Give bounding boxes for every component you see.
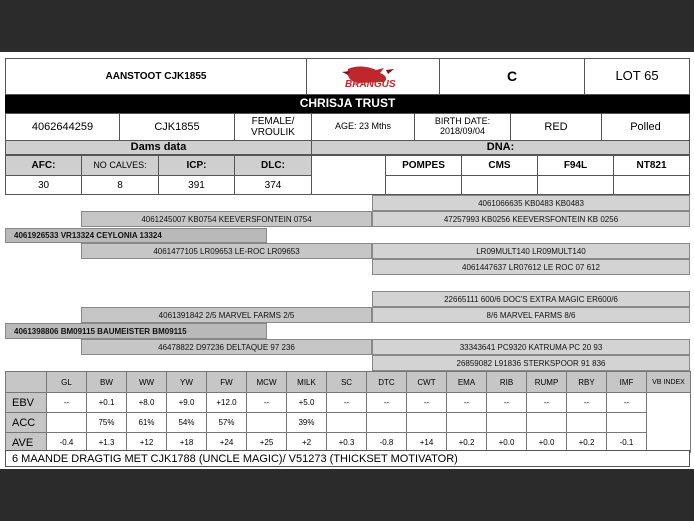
ebv-table: [5, 371, 691, 453]
ebv-cell: --: [247, 393, 287, 413]
dams-title: Dams data: [5, 140, 312, 155]
pedigree-dsd: 8/6 MARVEL FARMS 8/6: [372, 307, 690, 323]
animal-colour: RED: [510, 113, 602, 141]
dna-result-f94l: [537, 175, 614, 195]
ebv-cell: --: [327, 393, 367, 413]
ebv-col-header: EMA: [447, 372, 487, 393]
ebv-col-header: MILK: [287, 372, 327, 393]
ebv-cell: 57%: [207, 413, 247, 433]
ebv-cell: +14: [407, 433, 447, 453]
ebv-cell: +2: [287, 433, 327, 453]
ebv-cell: --: [407, 393, 447, 413]
ebv-cell: -0.8: [367, 433, 407, 453]
ebv-cell: +0.2: [447, 433, 487, 453]
ebv-cell: --: [567, 393, 607, 413]
ebv-col-header: VB INDEX: [647, 372, 691, 393]
ebv-cell: +9.0: [167, 393, 207, 413]
ebv-cell: [327, 413, 367, 433]
ebv-col-header: DTC: [367, 372, 407, 393]
ebv-cell: +12.0: [207, 393, 247, 413]
dna-blank: [311, 155, 386, 195]
animal-sex: FEMALE/ VROULIK: [234, 113, 312, 141]
ebv-cell: +0.3: [327, 433, 367, 453]
afc-label: AFC:: [5, 155, 82, 176]
ebv-cell: --: [607, 393, 647, 413]
pedigree-ssd: 47257993 KB0256 KEEVERSFONTEIN KB 0256: [372, 211, 690, 227]
lot-number: LOT 65: [584, 58, 690, 95]
brand-logo: [306, 58, 440, 95]
dna-test-nt821: NT821: [613, 155, 690, 176]
ebv-cell: -0.4: [47, 433, 87, 453]
pedigree-ss: 4061245007 KB0754 KEEVERSFONTEIN 0754: [81, 211, 372, 227]
ebv-col-header: RBY: [567, 372, 607, 393]
birth-date-label: BIRTH DATE:: [434, 116, 491, 127]
ebv-cell: +18: [167, 433, 207, 453]
ebv-row-label: ACC: [6, 413, 47, 433]
pedigree-sdd: 4061447637 LR07612 LE ROC 07 612: [372, 259, 690, 275]
ebv-col-header: MCW: [247, 372, 287, 393]
calves-label: NO CALVES:: [81, 155, 159, 176]
pedigree-ds: 4061391842 2/5 MARVEL FARMS 2/5: [81, 307, 372, 323]
icp-value: 391: [158, 175, 235, 195]
calves-value: 8: [81, 175, 159, 195]
brand-text: BRANGUS: [345, 79, 396, 90]
icp-label: ICP:: [158, 155, 235, 176]
ebv-row: [6, 393, 691, 413]
animal-tag: CJK1855: [119, 113, 235, 141]
ebv-cell: +0.1: [87, 393, 127, 413]
dlc-label: DLC:: [234, 155, 312, 176]
ebv-cell: +0.2: [567, 433, 607, 453]
ebv-cell: 61%: [127, 413, 167, 433]
sire-ref: AANSTOOT CJK1855: [5, 58, 307, 95]
ebv-cell: --: [47, 393, 87, 413]
ebv-cell: 75%: [87, 413, 127, 433]
owner-bar: CHRISJA TRUST: [5, 95, 690, 113]
dna-result-cms: [461, 175, 538, 195]
ebv-cell: +0.0: [487, 433, 527, 453]
pedigree-dam: 4061398806 BM09115 BAUMEISTER BM09115: [5, 323, 267, 339]
ebv-col-header: IMF: [607, 372, 647, 393]
ebv-row: [6, 413, 691, 433]
ebv-col-header: BW: [87, 372, 127, 393]
ebv-col-header: FW: [207, 372, 247, 393]
pedigree-sd: 4061477105 LR09653 LE-ROC LR09653: [81, 243, 372, 259]
dna-test-cms: CMS: [461, 155, 538, 176]
ebv-cell: [567, 413, 607, 433]
dlc-value: 374: [234, 175, 312, 195]
ebv-header-row: [6, 372, 691, 393]
pedigree-dds: 33343641 PC9320 KATRUMA PC 20 93: [372, 339, 690, 355]
ebv-cell: 39%: [287, 413, 327, 433]
ebv-cell: +12: [127, 433, 167, 453]
dna-title: DNA:: [311, 140, 690, 155]
ebv-cell: [487, 413, 527, 433]
pedigree-sss: 4061066635 KB0483 KB0483: [372, 195, 690, 211]
afc-value: 30: [5, 175, 82, 195]
ebv-cell: +8.0: [127, 393, 167, 413]
ebv-cell: [607, 413, 647, 433]
pedigree-sire: 4061926533 VR13324 CEYLONIA 13324: [5, 228, 267, 243]
birth-date-value: 2018/09/04: [439, 126, 486, 136]
dna-result-nt821: [613, 175, 690, 195]
dna-result-pompes: [385, 175, 462, 195]
pedigree-sds: LR09MULT140 LR09MULT140: [372, 243, 690, 259]
ebv-col-header: GL: [47, 372, 87, 393]
ebv-cell: [367, 413, 407, 433]
pedigree-ddd: 26859082 L91836 STERKSPOOR 91 836: [372, 355, 690, 371]
lot-sheet: [0, 52, 694, 469]
ebv-cell: [407, 413, 447, 433]
pedigree-dss: 22665111 600/6 DOC'S EXTRA MAGIC ER600/6: [372, 291, 690, 307]
pedigree-dd: 46478822 D97236 DELTAQUE 97 236: [81, 339, 372, 355]
ebv-cell: +24: [207, 433, 247, 453]
ebv-cell: --: [367, 393, 407, 413]
ebv-cell: +0.0: [527, 433, 567, 453]
ebv-cell: [447, 413, 487, 433]
birth-date-cell: [414, 113, 511, 141]
animal-horn-status: Polled: [601, 113, 690, 141]
ebv-corner: [6, 372, 47, 393]
ebv-col-header: RUMP: [527, 372, 567, 393]
ebv-col-header: WW: [127, 372, 167, 393]
class-grade: C: [439, 58, 585, 95]
dna-test-f94l: F94L: [537, 155, 614, 176]
ebv-cell: 54%: [167, 413, 207, 433]
ebv-col-header: SC: [327, 372, 367, 393]
ebv-cell: +5.0: [287, 393, 327, 413]
pregnancy-note: 6 MAANDE DRAGTIG MET CJK1788 (UNCLE MAGIC)/ V51273 (THICKSET MOTIVATOR): [5, 450, 690, 467]
ebv-col-header: YW: [167, 372, 207, 393]
ebv-row-label: AVE: [6, 433, 47, 453]
ebv-cell: [47, 413, 87, 433]
ebv-cell: [527, 413, 567, 433]
ebv-col-header: CWT: [407, 372, 447, 393]
ebv-row-label: EBV: [6, 393, 47, 413]
ebv-cell: --: [447, 393, 487, 413]
dna-test-pompes: POMPES: [385, 155, 462, 176]
ebv-cell: --: [487, 393, 527, 413]
ebv-cell: +25: [247, 433, 287, 453]
ebv-cell: [247, 413, 287, 433]
ebv-cell: +1.3: [87, 433, 127, 453]
animal-age: AGE: 23 Mths: [311, 113, 415, 141]
animal-id: 4062644259: [5, 113, 120, 141]
ebv-cell: --: [527, 393, 567, 413]
ebv-col-header: RIB: [487, 372, 527, 393]
ebv-cell: -0.1: [607, 433, 647, 453]
ebv-cell: [647, 393, 691, 453]
